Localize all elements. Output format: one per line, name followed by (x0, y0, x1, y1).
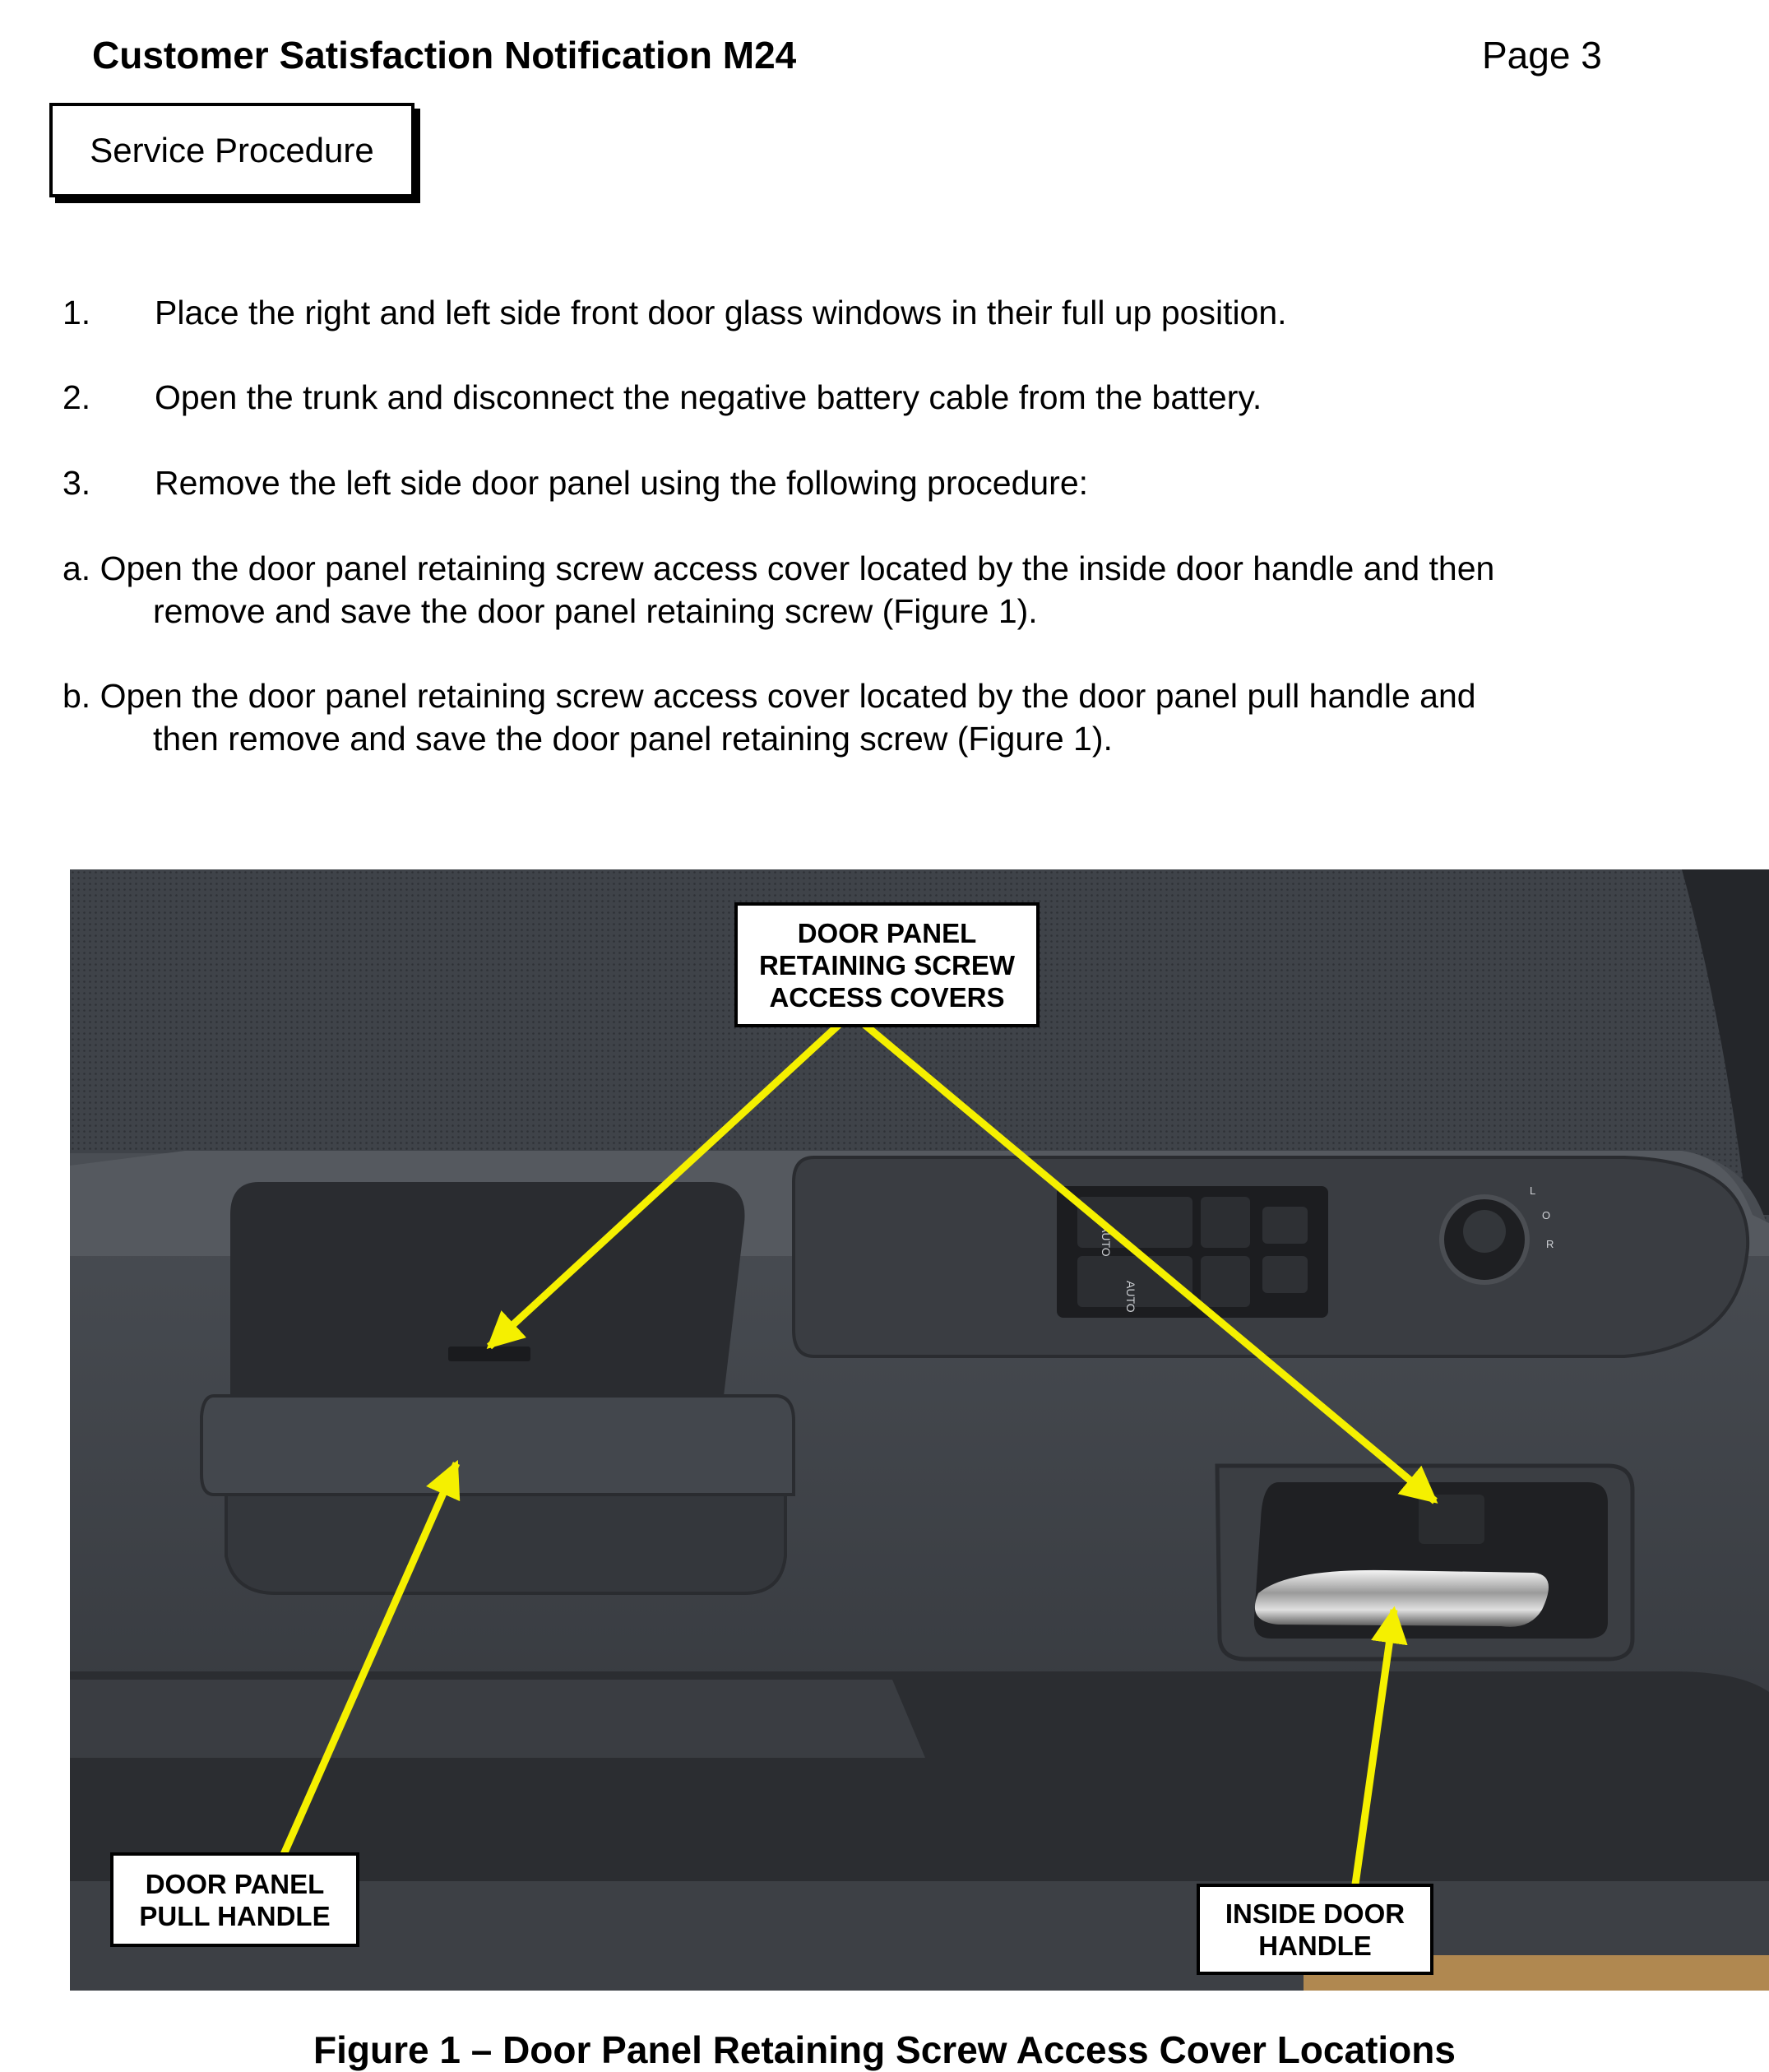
step-text: Place the right and left side front door glass windows in their full up position. (155, 294, 1287, 331)
figure-caption: Figure 1 – Door Panel Retaining Screw Access Cover Locations (313, 2028, 1456, 2071)
section-label-box (49, 103, 414, 197)
pull-handle-lower (226, 1495, 785, 1593)
inside-door-handle (1255, 1570, 1549, 1627)
pull-handle-bar (201, 1396, 794, 1495)
window-switch-lower-right (1201, 1256, 1250, 1307)
window-switch-upper (1077, 1197, 1192, 1248)
section-label: Service Procedure (90, 130, 374, 169)
window-switch-upper-right (1201, 1197, 1250, 1248)
map-pocket-lip (70, 1680, 925, 1758)
callout-line: INSIDE DOOR (1225, 1898, 1405, 1929)
substep-line: b. Open the door panel retaining screw access cover located by the door panel pull handle and (63, 677, 1476, 715)
step-text: Open the trunk and disconnect the negative battery cable from the battery. (155, 378, 1262, 416)
door-panel-photo (70, 869, 1769, 1991)
mirror-label-r: R (1546, 1238, 1554, 1250)
callout-line: DOOR PANEL (797, 917, 977, 948)
step-text: Remove the left side door panel using the following procedure: (155, 464, 1089, 502)
callout-line: DOOR PANEL (145, 1868, 325, 1899)
mirror-label-l: L (1530, 1184, 1536, 1197)
auto-label-bottom: AUTO (1124, 1281, 1137, 1313)
step-number: 1. (63, 294, 91, 331)
lock-switch-lower (1262, 1256, 1308, 1293)
access-cover-right (1419, 1495, 1484, 1544)
callout-line: HANDLE (1258, 1930, 1372, 1961)
access-cover-left (448, 1347, 530, 1361)
callout-access-covers (734, 902, 1040, 1027)
page-number: Page 3 (1482, 34, 1602, 76)
auto-label-top: AUTO (1100, 1225, 1113, 1257)
callout-line: ACCESS COVERS (769, 981, 1005, 1013)
callout-pull-handle (110, 1852, 359, 1947)
callout-inside-handle (1197, 1884, 1433, 1975)
page-title: Customer Satisfaction Notification M24 (92, 34, 797, 76)
substep-b (63, 674, 1476, 760)
figure-1 (70, 869, 1769, 1991)
substep-line: remove and save the door panel retaining screw (Figure 1). (153, 592, 1038, 630)
callout-line: RETAINING SCREW (758, 949, 1016, 980)
step-number: 2. (63, 378, 91, 416)
callout-line: PULL HANDLE (139, 1900, 331, 1931)
substep-line: then remove and save the door panel retaining screw (Figure 1). (153, 720, 1113, 758)
step-number: 3. (63, 464, 91, 502)
mirror-label-o: O (1542, 1209, 1551, 1221)
mirror-knob-center (1463, 1210, 1506, 1253)
substep-line: a. Open the door panel retaining screw access cover located by the inside door handle and then (63, 549, 1495, 587)
lock-switch-upper (1262, 1207, 1308, 1244)
substep-a (63, 547, 1494, 633)
